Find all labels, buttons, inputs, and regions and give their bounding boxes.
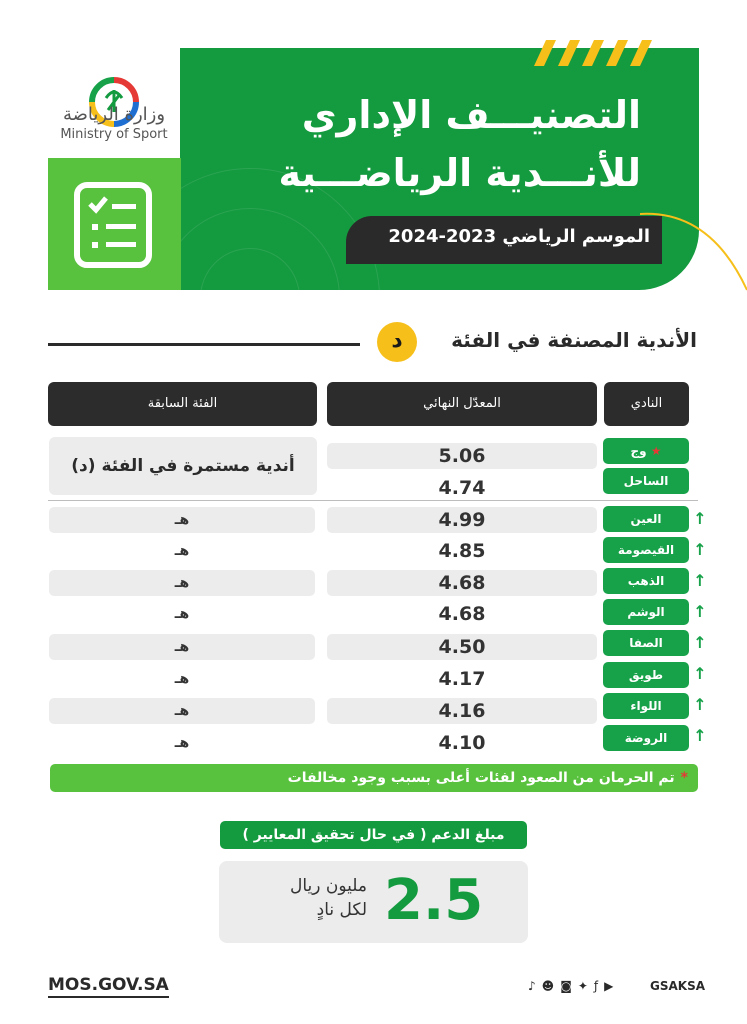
category-badge: د [377, 322, 417, 362]
club-name: الوشم [603, 599, 689, 625]
header-final-score: المعدّل النهائي [327, 382, 597, 426]
club-name: الصفا [603, 630, 689, 656]
ministry-name-en: Ministry of Sport [60, 127, 168, 142]
final-score: 4.16 [327, 698, 597, 724]
continuing-clubs-label: أندية مستمرة في الفئة (د) [49, 437, 317, 495]
previous-category: هـ [49, 634, 315, 660]
up-arrow-icon: ↑ [693, 509, 707, 528]
support-unit-line1: مليون ريال [289, 876, 367, 896]
snapchat-icon[interactable]: ☻ [541, 979, 555, 993]
previous-category: هـ [49, 698, 315, 724]
final-score: 4.68 [327, 570, 597, 596]
ministry-name-ar: وزارة الرياضة [62, 104, 166, 125]
up-arrow-icon: ↑ [693, 602, 707, 621]
up-arrow-icon: ↑ [693, 726, 707, 745]
instagram-icon[interactable]: ◙ [560, 979, 572, 993]
title-line-2: للأنـــدية الرياضـــية [278, 151, 641, 195]
title-line-1: التصنيـــف الإداري [301, 93, 641, 137]
social-handle: GSAKSA [650, 979, 706, 993]
section-divider [48, 343, 360, 346]
final-score: 4.74 [438, 477, 486, 499]
previous-category: هـ [49, 507, 315, 533]
checklist-icon [72, 180, 154, 270]
final-score: 4.68 [438, 603, 486, 625]
youtube-icon[interactable]: ▶ [604, 979, 614, 993]
club-name: اللواء [603, 693, 689, 719]
season-banner [346, 216, 662, 264]
twitter-icon[interactable]: ✦ [577, 979, 588, 993]
season-text: الموسم الرياضي 2023-2024 [388, 226, 650, 247]
row-divider [48, 500, 698, 501]
asterisk-mark: * [680, 770, 688, 786]
up-arrow-icon: ↑ [693, 633, 707, 652]
previous-category: هـ [174, 543, 190, 559]
club-name: القيصومة [603, 537, 689, 563]
website-link[interactable]: MOS.GOV.SA [48, 974, 169, 998]
support-label: مبلغ الدعم ( في حال تحقيق المعايير ) [220, 821, 527, 849]
previous-category: هـ [174, 671, 190, 687]
final-score: 4.10 [438, 732, 486, 754]
facebook-icon[interactable]: ƒ [593, 979, 599, 993]
up-arrow-icon: ↑ [693, 664, 707, 683]
club-name: الذهب [603, 568, 689, 594]
final-score: 4.17 [438, 668, 486, 690]
club-name: ★ وج [603, 438, 689, 464]
support-amount: 2.5 [384, 868, 484, 933]
social-icons [528, 978, 613, 994]
club-name: العين [603, 506, 689, 532]
note-text: تم الحرمان من الصعود لفئات أعلى بسبب وجود مخالفات [287, 770, 675, 786]
previous-category: هـ [49, 570, 315, 596]
final-score: 4.50 [327, 634, 597, 660]
curve-decoration [640, 210, 747, 300]
previous-category: هـ [174, 606, 190, 622]
star-mark: ★ [650, 444, 662, 458]
club-name: طويق [603, 662, 689, 688]
club-name: الروضة [603, 725, 689, 751]
section-title: الأندية المصنفة في الفئة [451, 328, 697, 352]
up-arrow-icon: ↑ [693, 571, 707, 590]
header-previous-category: الفئة السابقة [48, 382, 317, 426]
final-score: 4.99 [327, 507, 597, 533]
support-unit-line2: لكل نادٍ [316, 900, 367, 920]
up-arrow-icon: ↑ [693, 540, 707, 559]
up-arrow-icon: ↑ [693, 695, 707, 714]
stripes-decoration [524, 40, 654, 66]
final-score: 4.85 [438, 540, 486, 562]
header-club: النادي [604, 382, 689, 426]
violation-note [50, 764, 698, 792]
tiktok-icon[interactable]: ♪ [528, 979, 536, 993]
page-title [278, 86, 641, 202]
final-score: 5.06 [327, 443, 597, 469]
previous-category: هـ [174, 735, 190, 751]
club-name: الساحل [603, 468, 689, 494]
